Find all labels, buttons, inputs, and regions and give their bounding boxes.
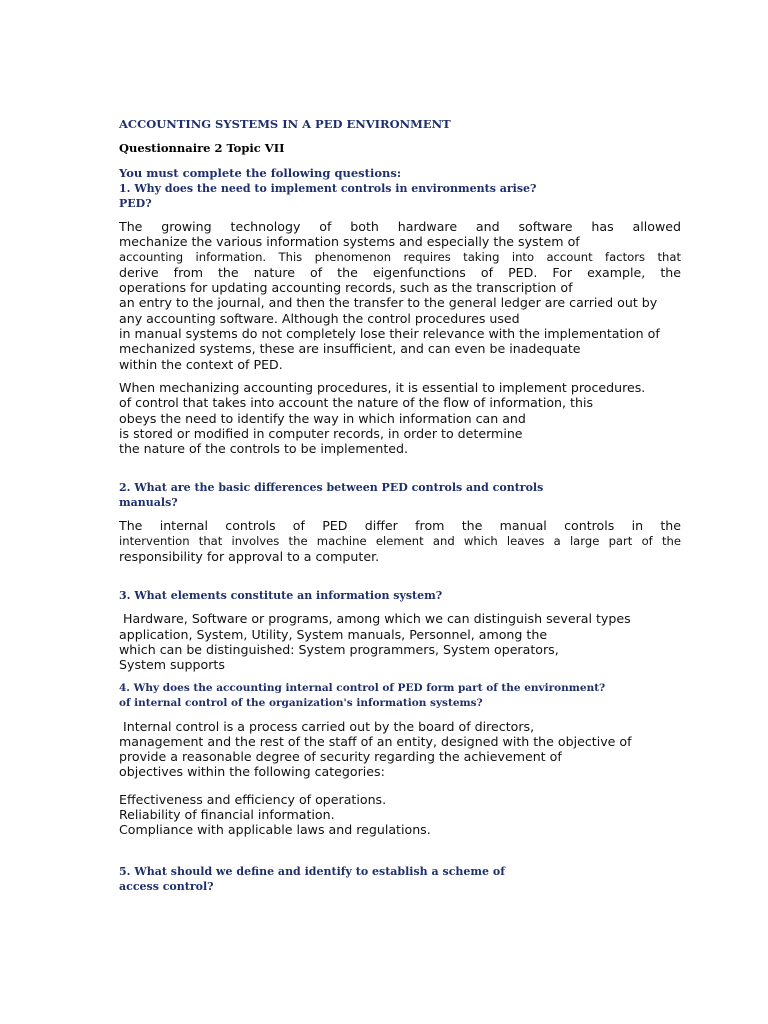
document-content bbox=[119, 117, 681, 894]
answer-paragraph bbox=[119, 380, 681, 456]
answer-line: The internal controls of PED differ from the manual controls in the bbox=[119, 518, 681, 534]
question-line: 4. Why does the accounting internal control of PED form part of the environment? bbox=[119, 681, 606, 694]
answer-line: obeys the need to identify the way in which information can and bbox=[119, 410, 526, 426]
question-heading bbox=[119, 181, 681, 211]
answer-paragraph bbox=[119, 518, 681, 564]
answer-line: derive from the nature of the eigenfunctions of PED. For example, the bbox=[119, 264, 681, 280]
answer-line: an entry to the journal, and then the transfer to the general ledger are carried out by bbox=[119, 295, 658, 311]
question-line: PED? bbox=[119, 197, 152, 210]
answer-line: which can be distinguished: System programmers, System operators, bbox=[119, 641, 559, 657]
answer-line: is stored or modified in computer records, in order to determine bbox=[119, 425, 523, 441]
answer-line: Internal control is a process carried out by the board of directors, bbox=[119, 718, 535, 734]
answer-line: Effectiveness and efficiency of operations. bbox=[119, 791, 387, 807]
answer-line: intervention that involves the machine element and which leaves a large part of the bbox=[119, 533, 681, 548]
question-heading bbox=[119, 864, 505, 894]
answer-line: application, System, Utility, System manuals, Personnel, among the bbox=[119, 626, 548, 642]
question-line: access control? bbox=[119, 879, 214, 893]
answer-paragraph bbox=[119, 611, 681, 672]
answer-line: of control that takes into account the nature of the flow of information, this bbox=[119, 395, 593, 411]
answer-paragraph bbox=[119, 719, 681, 780]
answer-line: in manual systems do not completely lose their relevance with the implementation of bbox=[119, 326, 660, 342]
answer-line: The growing technology of both hardware and software has allowed bbox=[119, 219, 681, 234]
answer-line: mechanized systems, these are insufficient, and can even be inadequate bbox=[119, 341, 581, 357]
answer-line: management and the rest of the staff of an entity, designed with the objective of bbox=[119, 733, 632, 749]
answer-line: Hardware, Software or programs, among which we can distinguish several types bbox=[119, 611, 631, 627]
intro-text: You must complete the following questions: bbox=[119, 166, 402, 180]
question-line: 1. Why does the need to implement controls in environments arise? bbox=[119, 182, 537, 195]
question-line: 3. What elements constitute an information system? bbox=[119, 589, 443, 603]
question-heading bbox=[119, 588, 681, 603]
answer-line: Compliance with applicable laws and regulations. bbox=[119, 822, 431, 838]
question-line: 5. What should we define and identify to establish a scheme of bbox=[119, 864, 505, 878]
answer-line: mechanize the various information systems and especially the system of bbox=[119, 234, 580, 250]
question-line: of internal control of the organization's information systems? bbox=[119, 696, 483, 709]
answer-line: within the context of PED. bbox=[119, 356, 283, 372]
answer-line: provide a reasonable degree of security regarding the achievement of bbox=[119, 749, 562, 765]
answer-line: responsibility for approval to a computer. bbox=[119, 549, 380, 565]
question-heading bbox=[119, 681, 681, 711]
answer-line: accounting information. This phenomenon requires taking into account factors that bbox=[119, 249, 681, 264]
answer-line: System supports bbox=[119, 657, 225, 673]
answer-line: operations for updating accounting records, such as the transcription of bbox=[119, 280, 573, 296]
document-subtitle: Questionnaire 2 Topic VII bbox=[119, 141, 285, 155]
answer-line: When mechanizing accounting procedures, it is essential to implement procedures. bbox=[119, 379, 646, 395]
document-title: ACCOUNTING SYSTEMS IN A PED ENVIRONMENT bbox=[119, 117, 451, 131]
answer-paragraph bbox=[119, 219, 681, 372]
answer-line: objectives within the following categories: bbox=[119, 764, 385, 780]
answer-line: the nature of the controls to be implemented. bbox=[119, 441, 409, 457]
answer-list bbox=[119, 792, 681, 838]
question-heading bbox=[119, 480, 681, 510]
question-line: 2. What are the basic differences between PED controls and controls bbox=[119, 481, 544, 495]
answer-line: any accounting software. Although the control procedures used bbox=[119, 310, 520, 326]
answer-line: Reliability of financial information. bbox=[119, 807, 335, 823]
question-line: manuals? bbox=[119, 496, 178, 510]
